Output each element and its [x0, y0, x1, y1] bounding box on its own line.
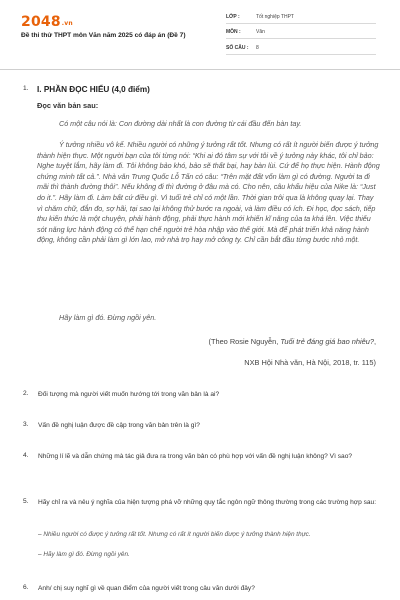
- meta-value: Văn: [256, 29, 265, 35]
- question-text: Anh/ chị suy nghĩ gì về quan điểm của người viết trong câu văn dưới đây?: [38, 585, 255, 592]
- question-number: 5.: [23, 498, 29, 505]
- question-number: 4.: [23, 452, 29, 459]
- meta-row-subject: [226, 26, 376, 39]
- meta-value: 8: [256, 45, 259, 51]
- example-item-2: – Hãy làm gì đó. Đừng ngồi yên.: [38, 551, 130, 558]
- site-logo[interactable]: [21, 14, 73, 30]
- meta-label: MÔN :: [226, 29, 241, 35]
- question-number: 6.: [23, 584, 29, 591]
- document-title: Đề thi thử THPT môn Văn năm 2025 có đáp án (Đề 7): [21, 32, 186, 39]
- passage-paragraph-1: Có một câu nói là: Con đường dài nhất là con đường từ cái đầu đến bàn tay.: [59, 119, 302, 128]
- passage-paragraph-3: Hãy làm gì đó. Đừng ngồi yên.: [59, 313, 157, 322]
- section-title: I. PHẦN ĐỌC HIỂU (4,0 điểm): [37, 85, 150, 94]
- question-text: Vấn đề nghị luận được đề cập trong văn bản trên là gì?: [38, 422, 200, 429]
- meta-panel: [226, 11, 376, 55]
- example-item-1: – Nhiều người có được ý tưởng rất tốt. Nhưng có rất ít người biến được ý tưởng thành hiện thực.: [38, 531, 311, 538]
- meta-value: Tốt nghiệp THPT: [256, 14, 294, 20]
- reading-label: Đọc văn bản sau:: [37, 101, 99, 110]
- passage-source: [208, 337, 376, 346]
- question-text: Những lí lẽ và dẫn chứng mà tác giả đưa ra trong văn bản có phù hợp với vấn đề nghị luận không? Vì sao?: [38, 453, 353, 460]
- source-suffix: ,: [373, 337, 376, 346]
- logo-text: 2048: [21, 14, 61, 30]
- question-number: 2.: [23, 390, 29, 397]
- meta-label: SỐ CÂU :: [226, 45, 249, 51]
- passage-publisher: NXB Hội Nhà văn, Hà Nội, 2018, tr. 115): [244, 358, 376, 367]
- meta-row-class: [226, 11, 376, 24]
- question-number: 1.: [23, 85, 29, 92]
- page-header: [0, 0, 400, 62]
- source-prefix: (Theo Rosie Nguyễn,: [208, 337, 281, 346]
- question-text: Đối tượng mà người viết muốn hướng tới trong văn bản là ai?: [38, 391, 220, 398]
- meta-row-count: [226, 42, 376, 55]
- question-text: Hãy chỉ ra và nêu ý nghĩa của hiện tượng phá vỡ những quy tắc ngôn ngữ thông thường trong các trường hợp sau:: [38, 499, 377, 506]
- source-title: Tuổi trẻ đáng giá bao nhiêu?: [280, 337, 374, 346]
- header-divider: [0, 69, 400, 70]
- question-number: 3.: [23, 421, 29, 428]
- logo-suffix: .vn: [61, 20, 73, 27]
- passage-paragraph-2: Ý tưởng nhiều vô kể. Nhiều người có những ý tưởng rất tốt. Nhưng có rất ít người biến được ý tưởng thành hiện thực. Một người bạn của tôi từng nói: “Khi ai đó tâm sự với tôi về ý tưởng này khác, tôi chỉ bảo: Nghe tuyệt lắm, hãy làm đi. Tôi không bảo khó, bảo sẽ thất bại, hay bàn lùi. Cứ để họ thực hiện. Hành động chứng minh tất cả.”. Nhà văn Trung Quốc Lỗ Tấn có câu: “Trên mặt đất vốn làm gì có đường. Người ta đi mãi thì thành đường thôi”. Nếu không đi thì đường ở đâu mà có. Cho nên, câu khẩu hiệu của Nike là: “Just do it.”. Hãy làm đi. Làm bất cứ điều gì. Vì tuổi trẻ chỉ có một lần. Thời gian trôi qua là không quay lại. Thay vì chăm chữ, đắn đo, sợ hãi, tại sao lại không thử bước ra ngoài, và làm điều có ích. Đi học, đọc sách, tiếp thu kiến thức là một chuyện, phải hành động, phải thực hành mới khiến kĩ năng của ta khá lên. Việc thiếu sót năng lực hành động có thể hạn chế người trẻ hòa nhập vào thế giới. Mà để phát triển khả năng hành động, không cần phải làm gì lớn lao, mở nhà trọ hay mở công ty. Chỉ cần bắt đầu từng bước nhỏ một.: [37, 140, 380, 245]
- meta-label: LỚP :: [226, 14, 240, 20]
